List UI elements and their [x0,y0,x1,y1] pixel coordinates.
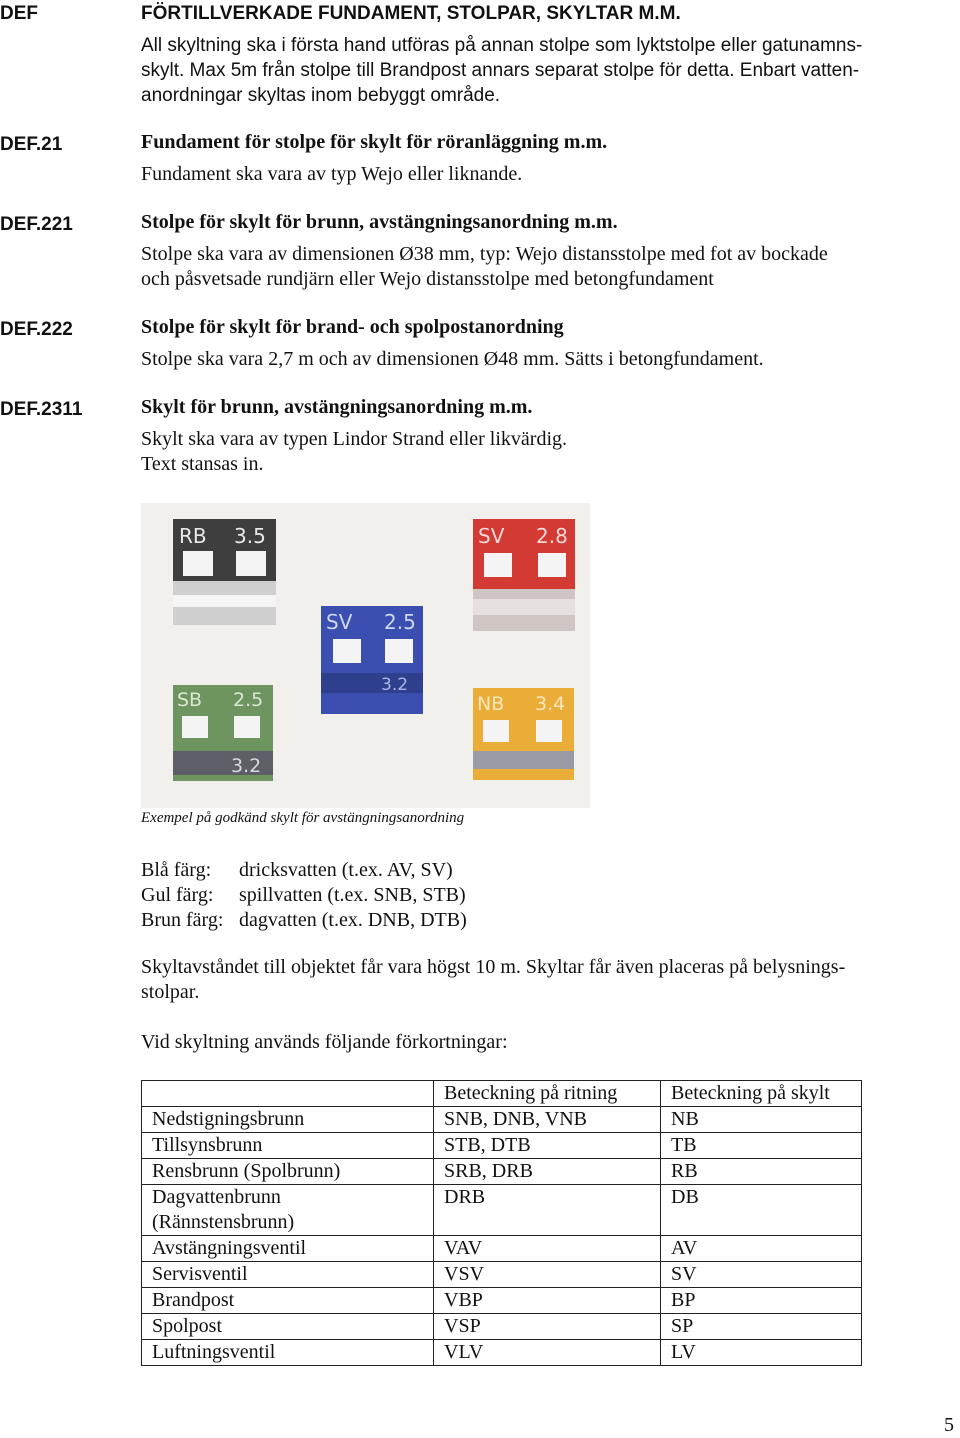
table-cell: Luftningsventil [142,1340,434,1366]
page-number: 5 [944,1414,954,1436]
text-line: All skyltning ska i första hand utföras på annan stolpe som lyktstolpe eller gatunamns- [141,35,863,56]
sign-nb-yellow [473,688,574,780]
legend-row-blue [141,859,453,882]
table-cell: Nedstigningsbrunn [142,1107,434,1133]
text-line: Stolpe ska vara av dimensionen Ø38 mm, typ: Wejo distansstolpe med fot av bockade [141,243,828,265]
sign-sv-blue-top: SV [326,610,353,634]
table-row [142,1262,862,1288]
table-cell: SV [661,1262,862,1288]
abbreviation-table [141,1080,862,1366]
table-cell: DB [661,1185,862,1236]
legend-label: Brun färg: [141,909,224,931]
legend-row-yellow [141,884,466,907]
distance-text [141,955,845,1005]
text-line: anordningar skyltas inom bebyggt område. [141,85,501,106]
section-title-def221: Stolpe för skylt för brunn, avstängningsanordning m.m. [141,211,618,233]
section-text-def222: Stolpe ska vara 2,7 m och av dimensionen Ø48 mm. Sätts i betongfundament. [141,348,764,370]
section-text-def221 [141,242,828,292]
sign-sv-red-top: SV [478,524,505,548]
sign-nb-num: 3.4 [535,693,566,715]
table-cell: DRB [434,1185,661,1236]
text-line: skylt. Max 5m från stolpe till Brandpost annars separat stolpe för detta. Enbart vatten- [141,60,860,81]
table-cell: Spolpost [142,1314,434,1340]
table-cell: AV [661,1236,862,1262]
legend-row-brown [141,909,467,932]
table-row [142,1133,862,1159]
table-header-row [142,1081,862,1107]
sign-rb-num: 3.5 [234,524,266,548]
section-text-def21: Fundament ska vara av typ Wejo eller liknande. [141,163,523,185]
sign-sb-green [173,685,273,781]
table-cell: Dagvattenbrunn (Rännstensbrunn) [142,1185,434,1236]
section-title-def2311: Skylt för brunn, avstängningsanordning m.m. [141,396,533,418]
abbreviation-intro: Vid skyltning används följande förkortningar: [141,1031,508,1053]
table-row [142,1288,862,1314]
table-row [142,1159,862,1185]
text-line: och påsvetsade rundjärn eller Wejo distansstolpe med betongfundament [141,268,714,290]
legend-label: Blå färg: [141,859,212,881]
table-row [142,1107,862,1133]
table-row [142,1314,862,1340]
table-cell: Tillsynsbrunn [142,1133,434,1159]
table-cell: Avstängningsventil [142,1236,434,1262]
section-title-def21: Fundament för stolpe för skylt för röranläggning m.m. [141,131,608,153]
section-code-def2311: DEF.2311 [0,399,83,420]
sign-sv-red [473,519,575,631]
sign-sv-red-num: 2.8 [536,524,568,548]
sign-examples-photo [141,503,590,808]
legend-value: dricksvatten (t.ex. AV, SV) [239,859,453,881]
table-row [142,1340,862,1366]
table-cell: Servisventil [142,1262,434,1288]
table-cell: SNB, DNB, VNB [434,1107,661,1133]
legend-label: Gul färg: [141,884,214,906]
text-line: stolpar. [141,981,200,1003]
table-row [142,1185,862,1236]
sign-examples-illustration [141,503,590,808]
text-line: Skylt ska vara av typen Lindor Strand eller likvärdig. [141,428,568,450]
section-code-def: DEF [0,3,38,24]
table-cell: STB, DTB [434,1133,661,1159]
table-cell: RB [661,1159,862,1185]
section-title-def: FÖRTILLVERKADE FUNDAMENT, STOLPAR, SKYLTAR M.M. [141,3,681,24]
section-code-def21: DEF.21 [0,134,63,155]
table-cell: TB [661,1133,862,1159]
table-header-cell: Beteckning på ritning [434,1081,661,1107]
section-text-def [141,33,862,108]
table-cell: VSV [434,1262,661,1288]
table-cell: VSP [434,1314,661,1340]
table-header-cell: Beteckning på skylt [661,1081,862,1107]
table-cell: VBP [434,1288,661,1314]
sign-nb-top: NB [477,693,505,715]
table-cell: Brandpost [142,1288,434,1314]
photo-caption: Exempel på godkänd skylt för avstängningsanordning [141,810,465,826]
sign-sv-blue-num: 2.5 [384,610,416,634]
section-code-def221: DEF.221 [0,214,73,235]
sign-sv-blue-bottom: 3.2 [381,675,409,695]
sign-rb-top: RB [179,524,207,548]
table-cell: VAV [434,1236,661,1262]
section-code-def222: DEF.222 [0,319,73,340]
section-title-def222: Stolpe för skylt för brand- och spolpostanordning [141,316,564,338]
section-text-def2311 [141,427,567,477]
table-cell: NB [661,1107,862,1133]
table-cell: VLV [434,1340,661,1366]
text-line: Skyltavståndet till objektet får vara högst 10 m. Skyltar får även placeras på belysnings- [141,956,846,978]
table-cell: BP [661,1288,862,1314]
text-line: Text stansas in. [141,453,264,475]
table-cell: LV [661,1340,862,1366]
sign-sv-blue [321,606,423,714]
sign-rb [173,519,276,625]
table-row [142,1236,862,1262]
table-cell: SP [661,1314,862,1340]
sign-sb-bottom: 3.2 [231,755,262,777]
sign-sb-top: SB [177,689,203,711]
table-cell: Rensbrunn (Spolbrunn) [142,1159,434,1185]
table-cell: SRB, DRB [434,1159,661,1185]
legend-value: spillvatten (t.ex. SNB, STB) [239,884,466,906]
sign-sb-num: 2.5 [233,689,264,711]
legend-value: dagvatten (t.ex. DNB, DTB) [239,909,467,931]
table-header-cell [142,1081,434,1107]
